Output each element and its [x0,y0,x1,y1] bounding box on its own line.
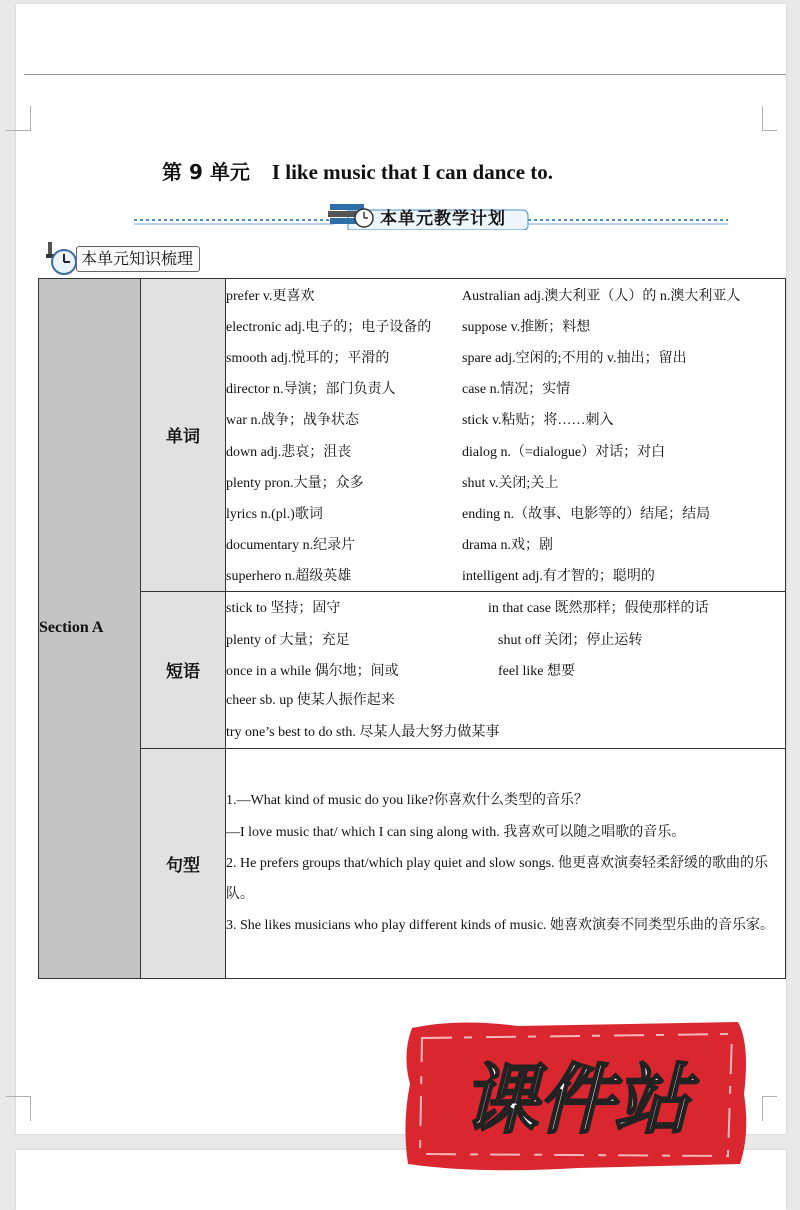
section-tag: 本单元知识梳理 [76,246,200,272]
word-row: prefer v.更喜欢 Australian adj.澳大利亚（人）的 n.澳大利亚人 [226,288,741,304]
word-row: documentary n.纪录片 drama n.戏；剧 [226,538,553,554]
word-row: director n.导演；部门负责人 case n.情况；实情 [226,382,571,398]
clock-icon [44,240,80,276]
category-sentences: 句型 [141,748,226,978]
knowledge-table [38,278,786,979]
phrase-row: stick to 坚持；固守 in that case 既然那样；假使那样的话 [226,601,709,617]
books-icon [328,204,373,227]
section-label: Section A [39,279,141,979]
watermark-stamp [398,1014,754,1174]
crop-mark [762,1096,777,1121]
crop-mark [6,1096,31,1121]
words-list [226,279,786,592]
phrase-row: try one’s best to do sth. 尽某人最大努力做某事 [226,724,500,740]
phrase-row: plenty of 大量；充足 shut off 关闭；停止运转 [226,632,643,648]
word-row: plenty pron.大量；众多 shut v.关闭;关上 [226,475,559,491]
crop-mark [762,106,777,131]
crop-mark [6,106,31,131]
unit-title [162,156,553,185]
phrases-list [226,591,786,748]
category-words: 单词 [141,279,226,592]
word-row: smooth adj.悦耳的；平滑的 spare adj.空闲的;不用的 v.抽出；留出 [226,350,687,366]
sentence: 1.—What kind of music do you like?你喜欢什么类型的音乐？ [226,793,589,809]
unit-title-text: I like music that I can dance to. [271,160,554,184]
word-row: superhero n.超级英雄 intelligent adj.有才智的；聪明的 [226,569,655,585]
sentence: 2. He prefers groups that/which play quiet and slow songs. 他更喜欢演奏轻柔舒缓的歌曲的乐队。 [226,855,769,902]
sentence: —I love music that/ which I can sing along with. 我喜欢可以随之唱歌的音乐。 [226,824,686,840]
unit-number: 第 9 单元 [162,160,250,184]
word-row: electronic adj.电子的；电子设备的 suppose v.推断；料想 [226,319,591,335]
category-phrases: 短语 [141,591,226,748]
word-row: down adj.悲哀；沮丧 dialog n.（=dialogue）对话；对白 [226,444,666,460]
word-row: lyrics n.(pl.)歌词 ending n.（故事、电影等的）结尾；结局 [226,506,711,522]
stamp-text: 课件站 [462,1055,690,1144]
sentence: 3. She likes musicians who play different kinds of music. 她喜欢演奏不同类型乐曲的音乐家。 [226,918,775,934]
word-row: war n.战争；战争状态 stick v.粘贴；将……刺入 [226,413,614,429]
phrase-row: once in a while 偶尔地；间或 feel like 想要 [226,663,575,679]
sentences-list [226,748,786,978]
phrase-row: cheer sb. up 使某人振作起来 [226,693,395,709]
header-rule [24,74,786,75]
plan-banner-title: 本单元教学计划 [380,209,506,229]
